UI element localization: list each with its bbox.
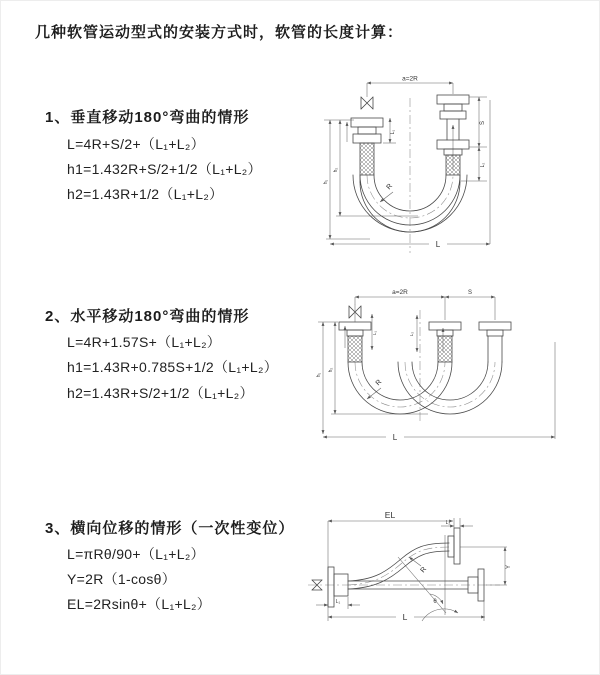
label-length: L [392,433,398,442]
dim-label-a2r: a=2R [402,75,418,83]
dim-label-s: S [467,290,473,296]
dim-label-l2: L₂ [445,520,451,526]
dim-label-l2: L₂ [409,331,414,337]
label-length: L [402,612,408,622]
section-1-heading: 1、垂直移动180°弯曲的情形 [45,109,250,126]
dim-label-h2: h₂ [333,167,339,173]
dim-label-l2: L₂ [480,162,486,168]
dim-label-l1: L₁ [390,129,396,135]
braid-right [446,155,460,175]
section-2-formula-h2: h2=1.43R+S/2+1/2（L₁+L₂） [67,385,254,401]
section-1-formula-h2: h2=1.43R+1/2（L₁+L₂） [67,186,224,202]
page-title: 几种软管运动型式的安装方式时，软管的长度计算： [35,24,404,41]
hose-geometry [339,305,511,414]
dim-label-h1: h₁ [316,372,322,378]
diagram-lateral-displacement [300,505,585,655]
braid-left [348,336,362,362]
valve-icon [361,97,373,109]
dim-label-y: Y [506,564,512,570]
label-radius: R [374,378,384,388]
section-3-heading: 3、横向位移的情形（一次性变位） [45,520,295,537]
label-theta: θ [433,599,437,605]
section-2-heading: 2、水平移动180°弯曲的情形 [45,308,250,325]
diagram-vertical-180-bend [310,70,560,260]
hose-geometry [312,528,484,607]
section-1-formula-L: L=4R+S/2+（L₁+L₂） [67,136,205,152]
dim-label-s: S [480,120,486,126]
section-3-formula-L: L=πRθ/90+（L₁+L₂） [67,546,205,562]
dim-label-a2r: a=2R [392,289,408,296]
dim-label-el: EL [384,510,396,520]
label-radius: R [419,565,429,575]
centerlines [308,547,500,585]
section-3-formula-Y: Y=2R（1-cosθ） [67,571,177,587]
braid-middle [438,336,452,362]
dim-label-h1: h₁ [323,179,329,185]
dim-label-l1: L₁ [335,599,341,605]
section-1-formula-h1: h1=1.432R+S/2+1/2（L₁+L₂） [67,161,262,177]
centerlines [367,98,453,253]
dimension-lines [318,297,555,439]
braid-left [360,143,374,175]
section-2-formula-L: L=4R+1.57S+（L₁+L₂） [67,334,222,350]
dim-label-h2: h₂ [328,367,334,373]
dim-label-l1: L₁ [372,330,377,336]
label-radius: R [385,182,395,192]
dimension-lines [324,83,490,244]
label-length: L [435,240,441,249]
diagram-horizontal-180-bend [310,282,570,462]
section-3-formula-EL: EL=2Rsinθ+（L₁+L₂） [67,596,212,612]
section-2-formula-h1: h1=1.43R+0.785S+1/2（L₁+L₂） [67,359,278,375]
centerlines [355,310,495,422]
